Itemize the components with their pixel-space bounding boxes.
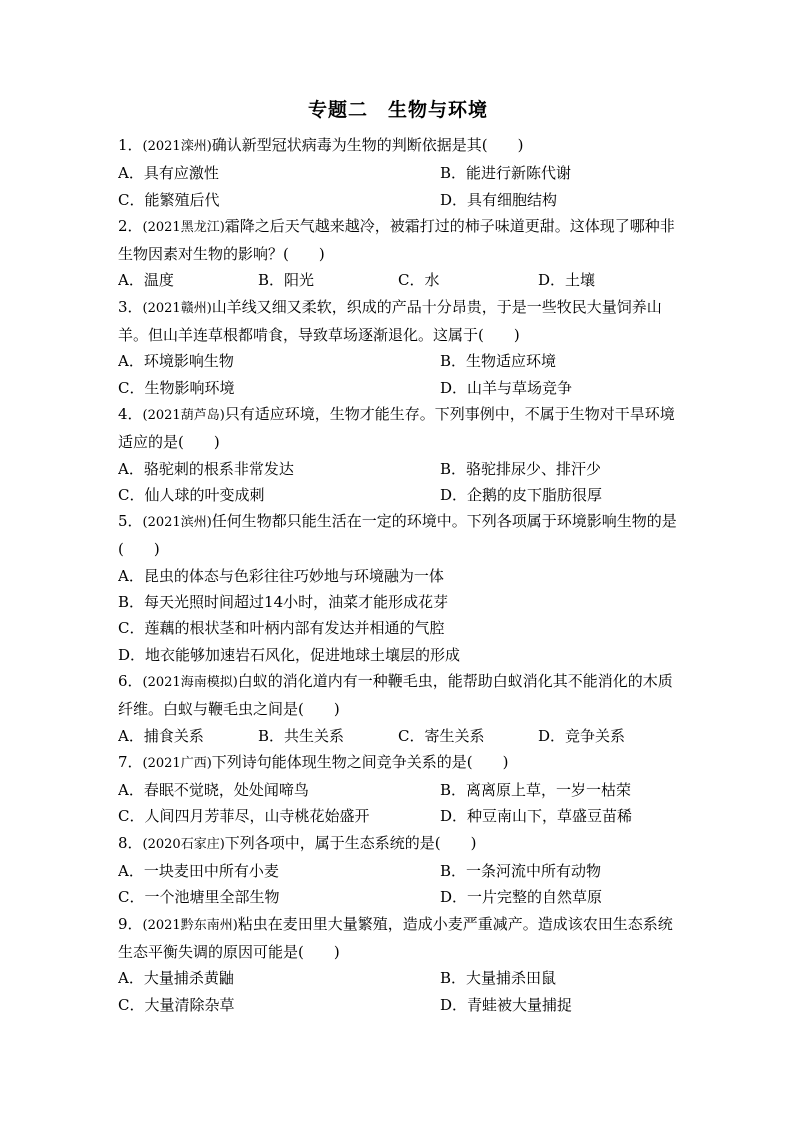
option-a: A．大量捕杀黄鼬	[118, 969, 234, 988]
options	[118, 965, 678, 1018]
option-b: B．能进行新陈代谢	[440, 164, 572, 183]
options	[118, 267, 678, 293]
option-a: A．一块麦田中所有小麦	[118, 862, 279, 881]
option-c: C．生物影响环境	[118, 378, 235, 397]
option-b: B．每天光照时间超过14小时，油菜才能形成花芽	[118, 593, 449, 612]
question-stem	[118, 668, 678, 723]
option-a: A．环境影响生物	[118, 352, 234, 371]
question-text: 任何生物都只能生活在一定的环境中。下列各项属于环境影响生物的是( )	[118, 512, 677, 559]
option-d: D．地衣能够加速岩石风化，促进地球土壤层的形成	[118, 645, 461, 664]
option-b: B．离离原上草，一岁一枯荣	[440, 781, 632, 800]
option-d: D．青蛙被大量捕捉	[440, 995, 573, 1014]
question-number: 7．	[118, 752, 143, 771]
option-d: D．具有细胞结构	[440, 190, 558, 209]
question-2	[118, 213, 678, 294]
question-7	[118, 749, 678, 830]
option-d: D．竞争关系	[538, 726, 626, 745]
question-source: (2021黑龙江)	[142, 219, 225, 235]
worksheet-page	[118, 96, 678, 1018]
option-b: B．生物适应环境	[440, 352, 557, 371]
options	[118, 777, 678, 830]
options	[118, 160, 678, 213]
question-number: 4．	[118, 404, 143, 423]
question-text: 白蚁的消化道内有一种鞭毛虫，能帮助白蚁消化其不能消化的木质纤维。白蚁与鞭毛虫之间是( )	[118, 671, 673, 719]
question-number: 2．	[118, 216, 143, 235]
question-source: (2021葫芦岛)	[142, 407, 225, 423]
question-3	[118, 294, 678, 401]
question-source: (2021滨州)	[142, 515, 212, 531]
question-6	[118, 668, 678, 749]
option-a: A．捕食关系	[118, 726, 204, 745]
options	[118, 563, 678, 668]
question-1	[118, 132, 678, 213]
option-b: B．一条河流中所有动物	[440, 862, 602, 881]
question-number: 3．	[118, 297, 143, 316]
question-stem	[118, 294, 678, 349]
option-c: C．能繁殖后代	[118, 190, 220, 209]
question-text: 确认新型冠状病毒为生物的判断依据是其( )	[211, 136, 524, 154]
question-number: 5．	[118, 512, 143, 531]
option-d: D．企鹅的皮下脂肪很厚	[440, 485, 603, 504]
option-d: D．土壤	[538, 271, 596, 290]
option-c: C．莲藕的根状茎和叶柄内部有发达并相通的气腔	[118, 619, 445, 638]
option-a: A．昆虫的体态与色彩往往巧妙地与环境融为一体	[118, 566, 444, 585]
option-a: A．春眠不觉晓，处处闻啼鸟	[118, 781, 309, 800]
option-b: B．大量捕杀田鼠	[440, 969, 557, 988]
question-source: (2020石家庄)	[142, 836, 225, 852]
question-source: (2021滦州)	[142, 139, 212, 154]
option-c: C．大量清除杂草	[118, 995, 235, 1014]
option-d: D．种豆南山下，草盛豆苗稀	[440, 807, 633, 826]
options	[118, 348, 678, 401]
question-text: 霜降之后天气越来越冷，被霜打过的柿子味道更甜。这体现了哪种非生物因素对生物的影响？( )	[118, 216, 675, 264]
question-stem	[118, 508, 678, 563]
question-text: 只有适应环境，生物才能生存。下列事例中，不属于生物对干旱环境适应的是( )	[118, 404, 675, 452]
question-text: 下列各项中，属于生态系统的是( )	[224, 833, 477, 852]
question-number: 9．	[118, 914, 143, 933]
question-source: (2021海南模拟)	[142, 674, 238, 690]
options	[118, 858, 678, 911]
option-c: C．寄生关系	[398, 726, 485, 745]
question-stem	[118, 749, 678, 777]
question-stem	[118, 401, 678, 456]
option-b: B．骆驼排尿少、排汗少	[440, 459, 602, 478]
option-b: B．共生关系	[258, 726, 345, 745]
option-c: C．水	[398, 271, 440, 290]
question-5	[118, 508, 678, 668]
question-stem	[118, 911, 678, 966]
question-text: 粘虫在麦田里大量繁殖，造成小麦严重减产。造成该农田生态系统生态平衡失调的原因可能是( )	[118, 914, 673, 961]
question-8	[118, 830, 678, 911]
question-4	[118, 401, 678, 508]
option-c: C．一个池塘里全部生物	[118, 888, 280, 907]
option-c: C．人间四月芳菲尽，山寺桃花始盛开	[118, 807, 370, 826]
question-stem	[118, 213, 678, 268]
option-a: A．骆驼刺的根系非常发达	[118, 459, 294, 478]
option-a: A．温度	[118, 271, 174, 290]
option-d: D．一片完整的自然草原	[440, 888, 603, 907]
question-source: (2021赣州)	[142, 300, 212, 316]
options	[118, 456, 678, 509]
question-stem	[118, 132, 678, 160]
question-source: (2021黔东南州)	[142, 917, 238, 933]
option-a: A．具有应激性	[118, 164, 219, 183]
question-number: 6．	[118, 671, 143, 690]
question-9	[118, 911, 678, 1018]
options	[118, 723, 678, 749]
page-title: 专题二 生物与环境	[307, 99, 488, 121]
question-text: 山羊线又细又柔软，织成的产品十分昂贵，于是一些牧民大量饲养山羊。但山羊连草根都啃食，导致草场逐渐退化。这属于( )	[118, 297, 662, 345]
question-number: 8．	[118, 833, 143, 852]
question-stem	[118, 830, 678, 858]
question-number: 1．	[118, 136, 143, 154]
option-b: B．阳光	[258, 271, 315, 290]
question-text: 下列诗句能体现生物之间竞争关系的是( )	[211, 752, 509, 771]
question-source: (2021广西)	[142, 755, 212, 771]
option-d: D．山羊与草场竞争	[440, 378, 573, 397]
option-c: C．仙人球的叶变成刺	[118, 485, 265, 504]
